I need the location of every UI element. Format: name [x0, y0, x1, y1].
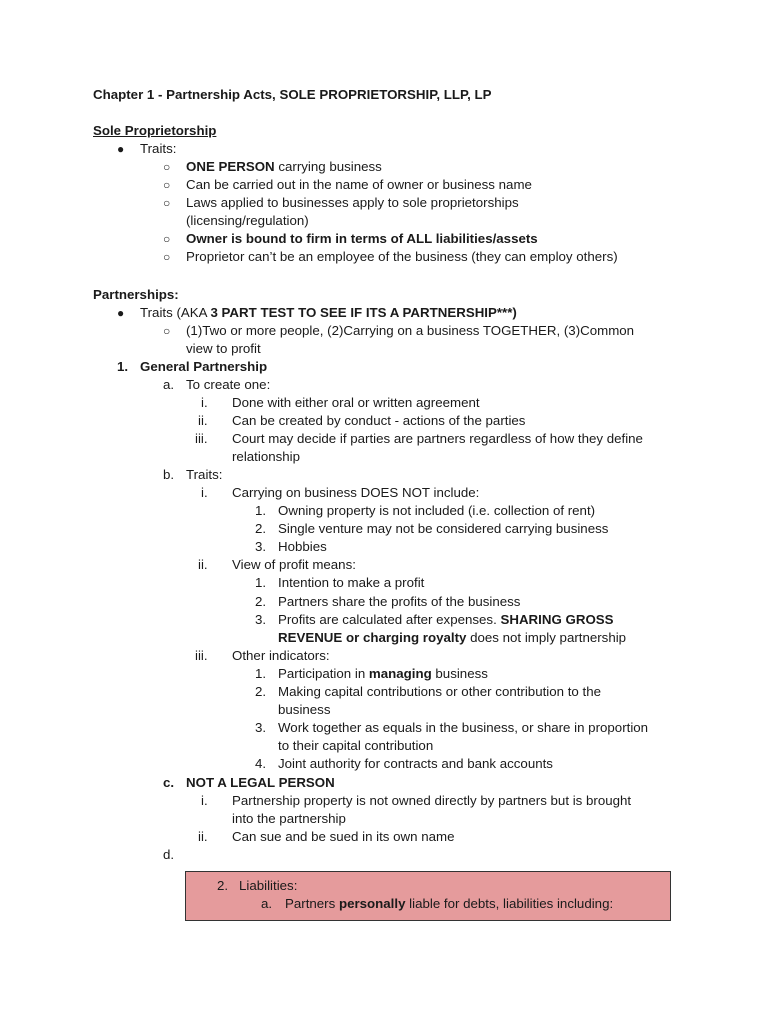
list-marker: 2.: [255, 521, 267, 536]
indicator-item-1: Participation in managing business: [278, 666, 488, 681]
circle-bullet-icon: ○: [163, 232, 171, 246]
list-marker: 4.: [255, 756, 267, 771]
list-marker: 1.: [255, 503, 267, 518]
list-marker: 3.: [255, 539, 267, 554]
list-marker: d.: [163, 847, 175, 862]
create-item-3: Court may decide if parties are partners regardless of how they define: [232, 431, 643, 446]
list-marker: iii.: [195, 431, 208, 446]
create-one-label: To create one:: [186, 377, 271, 392]
list-marker: i.: [201, 793, 208, 808]
indicator-item-4: Joint authority for contracts and bank accounts: [278, 756, 553, 771]
circle-bullet-icon: ○: [163, 178, 171, 192]
partnership-traits-label: Traits (AKA 3 PART TEST TO SEE IF ITS A PARTNERSHIP***): [140, 305, 517, 320]
list-marker: 2.: [255, 684, 267, 699]
circle-bullet-icon: ○: [163, 250, 171, 264]
list-marker: c.: [163, 775, 175, 790]
circle-bullet-icon: ○: [163, 324, 171, 338]
sole-trait-3-cont: (licensing/regulation): [186, 213, 309, 228]
profit-item-1: Intention to make a profit: [278, 575, 425, 590]
list-marker: i.: [201, 395, 208, 410]
carrying-item-2: Single venture may not be considered carrying business: [278, 521, 609, 536]
carrying-item-1: Owning property is not included (i.e. collection of rent): [278, 503, 596, 518]
sole-trait-4: Owner is bound to firm in terms of ALL liabilities/assets: [186, 231, 538, 246]
list-marker: ii.: [198, 557, 208, 572]
liabilities-item: Partners personally liable for debts, liabilities including:: [285, 896, 614, 911]
legal-item-1: Partnership property is not owned directly by partners but is brought: [232, 793, 632, 808]
other-indicators-label: Other indicators:: [232, 648, 330, 663]
carrying-item-3: Hobbies: [278, 539, 327, 554]
legal-item-2: Can sue and be sued in its own name: [232, 829, 455, 844]
profit-item-3: Profits are calculated after expenses. SHARING GROSS: [278, 612, 614, 627]
circle-bullet-icon: ○: [163, 196, 171, 210]
list-marker: 1.: [255, 666, 267, 681]
list-marker: ii.: [198, 413, 208, 428]
list-marker: iii.: [195, 648, 208, 663]
sole-proprietorship-heading: Sole Proprietorship: [93, 123, 217, 138]
list-marker: ii.: [198, 829, 208, 844]
list-marker: a.: [163, 377, 175, 392]
liabilities-callout: [185, 871, 671, 921]
indicator-item-3-cont: to their capital contribution: [278, 738, 434, 753]
page-title: Chapter 1 - Partnership Acts, SOLE PROPRIETORSHIP, LLP, LP: [93, 87, 492, 102]
list-marker: a.: [261, 896, 273, 911]
indicator-item-3: Work together as equals in the business, or share in proportion: [278, 720, 649, 735]
create-item-1: Done with either oral or written agreement: [232, 395, 480, 410]
carrying-business-label: Carrying on business DOES NOT include:: [232, 485, 480, 500]
list-marker: 2.: [217, 878, 229, 893]
list-marker: 1.: [255, 575, 267, 590]
traits-label: Traits:: [186, 467, 223, 482]
list-marker: b.: [163, 467, 175, 482]
list-marker: i.: [201, 485, 208, 500]
bullet-icon: ●: [117, 306, 125, 320]
profit-item-2: Partners share the profits of the business: [278, 594, 521, 609]
three-part-test-line2: view to profit: [186, 341, 261, 356]
view-profit-label: View of profit means:: [232, 557, 356, 572]
indicator-item-2-cont: business: [278, 702, 331, 717]
sole-trait-1: ONE PERSON carrying business: [186, 159, 382, 174]
list-marker: 1.: [117, 359, 129, 374]
sole-traits-label: Traits:: [140, 141, 177, 156]
list-marker: 3.: [255, 612, 267, 627]
partnerships-heading: Partnerships:: [93, 287, 179, 302]
sole-trait-5: Proprietor can’t be an employee of the business (they can employ others): [186, 249, 618, 264]
not-legal-person-heading: NOT A LEGAL PERSON: [186, 775, 335, 790]
legal-item-1-cont: into the partnership: [232, 811, 346, 826]
create-item-2: Can be created by conduct - actions of the parties: [232, 413, 526, 428]
general-partnership-heading: General Partnership: [140, 359, 268, 374]
sole-trait-3: Laws applied to businesses apply to sole proprietorships: [186, 195, 519, 210]
bullet-icon: ●: [117, 142, 125, 156]
list-marker: 2.: [255, 594, 267, 609]
circle-bullet-icon: ○: [163, 160, 171, 174]
indicator-item-2: Making capital contributions or other contribution to the: [278, 684, 602, 699]
sole-trait-2: Can be carried out in the name of owner or business name: [186, 177, 532, 192]
profit-item-3-cont: REVENUE or charging royalty does not imply partnership: [278, 630, 627, 645]
create-item-3-cont: relationship: [232, 449, 301, 464]
list-marker: 3.: [255, 720, 267, 735]
three-part-test-line1: (1)Two or more people, (2)Carrying on a business TOGETHER, (3)Common: [186, 323, 635, 338]
liabilities-label: Liabilities:: [239, 878, 298, 893]
